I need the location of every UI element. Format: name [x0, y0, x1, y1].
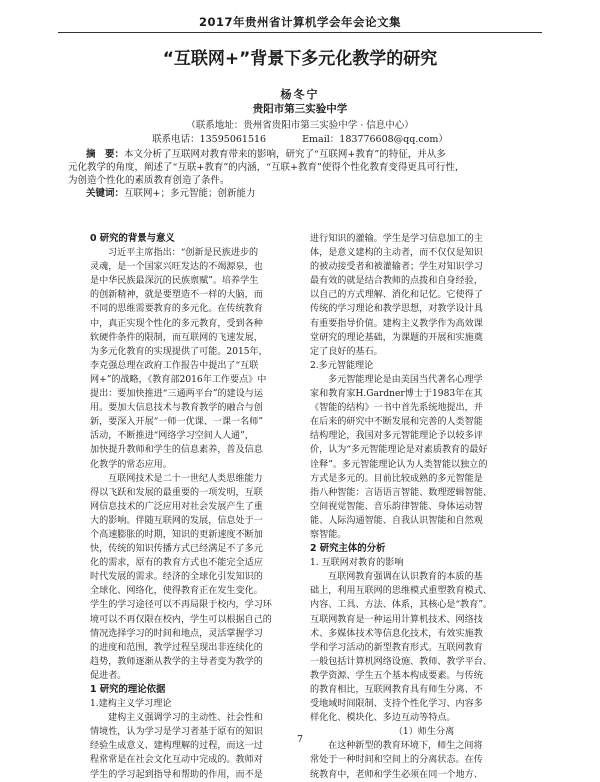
text-line: 软硬件条件的限制，而互联网的飞速发展， [90, 332, 263, 343]
text-line: 情况选择学习的时间和地点，灵活掌握学习 [90, 628, 263, 639]
text-line: 网信息技术的广泛应用对社会发展产生了重 [90, 501, 263, 512]
text-line: 术、多媒体技术等信息化技术，有效实施教 [310, 628, 483, 639]
text-line: 境可以不再仅限在校内，学生可以根据自己的 [90, 614, 272, 625]
text-line: 教学资源、学生五个基本构成要素。与传统 [310, 670, 483, 681]
text-line: 化教学的常态应用。 [90, 459, 172, 470]
text-line: 样化化、模块化、多边互动等特点。 [310, 713, 456, 724]
paragraph-first-line: 互联网教育强调在认识教育的本质的基 [328, 572, 483, 583]
text-line: 察智能。 [310, 529, 347, 540]
text-line: 能、人际沟通智能、自我认识智能和自然观 [310, 515, 483, 526]
text-line: 结构理论，我国对多元智能理论予以较多评 [310, 431, 483, 442]
text-line: 不同的思维需要教育的多元化。在传统教育 [90, 304, 263, 315]
text-line: 常处于一种时间和空间上的分离状态。在传 [310, 755, 483, 766]
paragraph-first-line: 互联网技术是二十一世纪人类思维能力 [108, 473, 263, 484]
author-name: 杨冬宁 [280, 88, 320, 101]
contact-phone: 联系电话：13595061516 [152, 134, 267, 145]
text-line: 的创新精神，就是要塑造不一样的大脑，而 [90, 290, 263, 301]
text-line: 在后来的研究中不断发展和完善的人类智能 [310, 417, 483, 428]
subsection-heading: 1. 互联网对教育的影响 [310, 558, 404, 569]
text-line: 进行知识的灌输。学生是学习信息加工的主 [310, 234, 483, 244]
text-line: 诠释”。多元智能理论认为人类智能以独立的 [310, 459, 488, 470]
text-line: 统教育中，老师和学生必须在同一个地方、 [310, 769, 483, 780]
contact-email: Email：183776608@qq.com） [302, 134, 448, 145]
text-line: 快，传统的知识传播方式已经满足不了多元 [90, 544, 263, 555]
text-line: 用。要加大信息技术与教育教学的融合与创 [90, 403, 263, 414]
abstract-line: 元化教学的角度，阐述了“互联+教育”的内涵，“互联+教育”使得个性化教育变得更具可行性， [68, 162, 465, 173]
text-line: 方式是多元的。目前比较成熟的多元智能是 [310, 473, 483, 484]
text-line: 有重要指导价值。建构主义教学作为高效课 [310, 318, 483, 329]
paper-title: “互联网+”背景下多元化教学的研究 [162, 49, 438, 69]
centered-heading: （1）师生分离 [393, 727, 455, 738]
abstract-text: 本文分析了互联网对教育带来的影响，研究了“互联网+教育”的特征，并从多 [124, 149, 446, 160]
text-line: 互联网教育是一种运用计算机技术、网络技 [310, 614, 483, 625]
header-rule [58, 32, 542, 33]
text-line: 全球化、网络化，使得教育正在发生变化。 [90, 586, 263, 597]
text-line: 时代发展的需求。经济的全球化引发知识的 [90, 572, 263, 583]
text-line: 程常常是在社会文化互动中完成的。教师对 [90, 755, 263, 766]
text-line: 活动，不断推进“网络学习空间人人通”， [90, 431, 254, 442]
text-line: 学生的学习途径可以不再局限于校内，学习环 [90, 600, 272, 611]
keywords-text: 互联网+；多元智能；创新能力 [124, 188, 256, 199]
text-line: 大的影响。伴随互联网的发展，信息处于一 [90, 515, 263, 526]
paragraph-first-line: 建构主义强调学习的主动性、社会性和 [108, 713, 263, 724]
keywords-line [68, 187, 532, 200]
abstract-line: 为创造个性化的素质教育创造了条件。 [68, 175, 230, 186]
text-line: 灵魂，是一个国家兴旺发达的不竭源泉，也 [90, 262, 263, 273]
keywords-label: 关键词： [86, 188, 125, 199]
text-line: 传统的学习理论和教学思想，对教学设计具 [310, 304, 483, 315]
running-head: 2017年贵州省计算机学会年会论文集 [198, 15, 401, 29]
text-line: 中，真正实现个性化的多元教育，受到各种 [90, 318, 263, 329]
text-line: 加快提升教师和学生的信息素养，普及信息 [90, 445, 263, 456]
text-line: 受地域时间限制、支持个性化学习、内容多 [310, 699, 483, 710]
abstract-label: 摘 要： [86, 149, 125, 160]
paragraph-first-line: 多元智能理论是由美国当代著名心理学 [328, 374, 483, 385]
text-line: 学和学习活动的新型教育形式。互联网教育 [310, 642, 483, 653]
text-line: 新，要深入开展“一师一优课、一课一名师” [90, 417, 263, 428]
text-line: 为多元化教育的实现提供了可能。2015年， [90, 346, 268, 357]
abstract-line [68, 148, 532, 161]
text-line: 定了良好的基石。 [310, 346, 383, 357]
text-line: 网+”的战略，《教育部2016年工作要点》中 [90, 374, 267, 385]
text-line: 经验生成意义、建构理解的过程，而这一过 [90, 741, 263, 752]
subsection-heading: 2.多元智能理论 [310, 360, 374, 371]
text-line: 价，认为“多元智能理论是对素质教育的最好 [310, 445, 488, 456]
author-affiliation: 贵阳市第三实验中学 [252, 103, 348, 115]
text-line: 空间视觉智能、音乐韵律智能、身体运动智 [310, 501, 483, 512]
text-line: 的进度和范围，教学过程呈现出非连续化的 [90, 642, 263, 653]
text-line: 家和教育家H.Gardner博士于1983年在其 [310, 389, 483, 400]
text-line: 的被动接受者和被灌输者；学生对知识学习 [310, 262, 483, 273]
text-line: 提出：要加快推进“三通两平台”的建设与运 [90, 389, 263, 400]
text-line: 指八种智能：言语语言智能、数理逻辑智能、 [310, 487, 492, 498]
text-line: 情境性，认为学习是学习者基于原有的知识 [90, 727, 263, 738]
text-line: 是中华民族最深沉的民族禀赋”。培养学生 [90, 276, 259, 287]
text-line: 促进者。 [90, 670, 127, 681]
text-line: 堂研究的理论基础，为课题的开展和实施奠 [310, 332, 483, 343]
text-line: 趋势，教师逐渐从教学的主导者变为教学的 [90, 656, 263, 667]
text-line: 学生的学习起到指导和帮助的作用，而不是 [90, 769, 263, 780]
section-heading: 0 研究的背景与意义 [90, 233, 175, 244]
text-line: 个高速膨胀的时期，知识的更新速度不断加 [90, 529, 263, 540]
text-line: 化的需求，原有的教育方式也不能完全适应 [90, 558, 263, 569]
contact-address: （联系地址：贵州省贵阳市第三实验中学 · 信息中心） [186, 120, 414, 131]
right-column [310, 232, 538, 782]
text-line: 的教育相比，互联网教育具有师生分离、不 [310, 685, 483, 695]
text-line: 体，是意义建构的主动者，而不仅仅是知识 [310, 248, 483, 259]
text-line: 《智能的结构》一书中首先系统地提出，并 [310, 403, 483, 414]
text-line: 内容、工具、方法、体系，其核心是“教育”。 [310, 600, 493, 611]
page-number: 7 [296, 734, 304, 745]
section-heading: 1 研究的理论依据 [90, 684, 166, 695]
contact-line [0, 131, 600, 145]
paragraph-first-line: 习近平主席指出：“创新是民族进步的 [108, 248, 259, 259]
text-line: 得以飞跃和发展的最重要的一项发明，互联 [90, 487, 263, 498]
text-line: 础上，利用互联网的思维模式重塑教育模式、 [310, 586, 492, 597]
section-heading: 2 研究主体的分析 [310, 543, 386, 555]
text-line: 李克强总理在政府工作报告中提出了“互联 [90, 360, 259, 371]
abstract [68, 148, 532, 200]
text-line: 最有效的就是结合教师的点拨和自身经验， [310, 276, 483, 287]
paragraph-first-line: 在这种新型的教育环境下，师生之间将 [328, 741, 483, 752]
left-column [90, 232, 318, 782]
subsection-heading: 1.建构主义学习理论 [90, 699, 172, 710]
text-line: 一般包括计算机网络设施、教师、教学平台、 [310, 656, 492, 667]
text-line: 以自己的方式理解、消化和记忆。它使得了 [310, 290, 483, 301]
